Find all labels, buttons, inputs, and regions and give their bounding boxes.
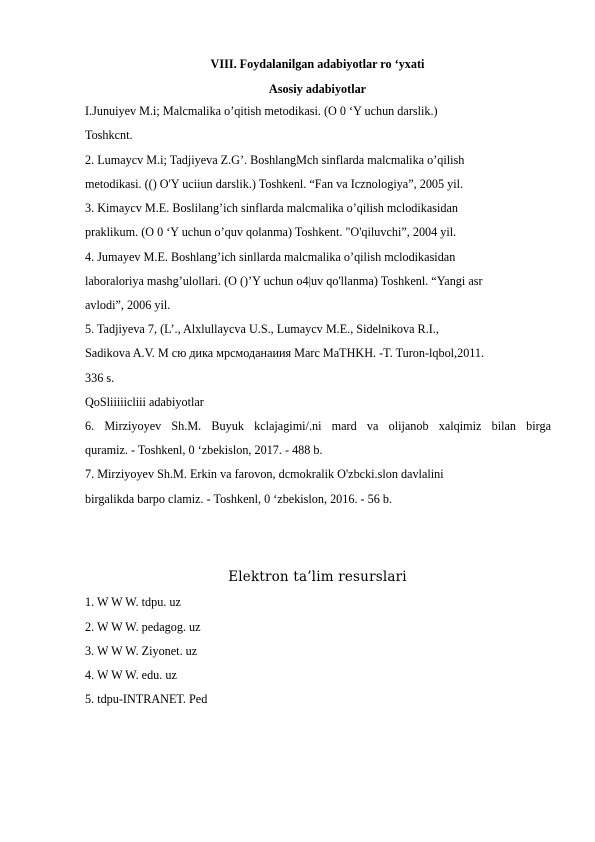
additional-literature-label: QoSliiiiicliii adabiyotlar	[85, 395, 204, 409]
resource-item: 4. W W W. edu. uz	[85, 668, 177, 682]
reference-line: 5. Tadjiyeva 7, (L’., Alxlullaycva U.S., Lumaycv M.E., Sidelnikova R.I.,	[85, 322, 439, 336]
main-literature-subtitle: Asosiy adabiyotlar	[268, 82, 367, 96]
resource-item: 5. tdpu-INTRANET. Ped	[85, 692, 208, 706]
reference-line: I.Junuiyev M.i; Malcmalika o’qitish metodikasi. (O 0 ‘Y uchun darslik.)	[85, 104, 438, 118]
reference-line: 3. Kimaycv M.E. Boslilang’ich sinflarda malcmalika o’qilish mclodikasidan	[85, 201, 458, 215]
resource-item: 2. W W W. pedagog. uz	[85, 620, 201, 634]
reference-line: Toshkcnt.	[85, 128, 133, 142]
reference-line: 7. Mirziyoyev Sh.M. Erkin va farovon, dcmokralik O'zbcki.slon davlalini	[85, 467, 444, 481]
references-title: VIII. Foydalanilgan adabiyotlar ro ‘yxati	[210, 57, 425, 71]
reference-line: praklikum. (O 0 ‘Y uchun o’quv qolanma) Toshkent. "O'qiluvchi”, 2004 yil.	[85, 225, 457, 239]
reference-line: Sadikova A.V. M сю дика мрсмоданаиия Marc MaTHKH. -T. Turon-lqbol,2011.	[85, 346, 485, 360]
reference-line: laboraloriya mashg’ulollari. (O ()’Y uchun o4|uv qo'llanma) Toshkenl. “Yangi asr	[85, 274, 483, 288]
reference-line: 4. Jumayev M.E. Boshlang’ich sinllarda malcmalika o’qilish mclodikasidan	[85, 250, 456, 264]
reference-line: birgalikda barpo clamiz. - Toshkenl, 0 ‘zbekislon, 2016. - 56 b.	[85, 492, 393, 506]
resource-item: 3. W W W. Ziyonet. uz	[85, 644, 198, 658]
reference-line: metodikasi. (() O'Y uciiun darslik.) Toshkenl. “Fan va Icznologiya”, 2005 yil.	[85, 177, 464, 191]
electronic-resources-title: Elektron ta’lim resurslari	[228, 569, 407, 585]
reference-line: 6. Mirziyoyev Sh.M. Buyuk kclajagimi/.ni mard va olijanob xalqimiz bilan birga	[85, 419, 551, 433]
reference-line: quramiz. - Toshkenl, 0 ‘zbekislon, 2017. - 488 b.	[85, 443, 323, 457]
reference-line: 2. Lumaycv M.i; Tadjiyeva Z.G’. BoshlangMch sinflarda malcmalika o’qilish	[85, 153, 465, 167]
reference-line: 336 s.	[85, 371, 115, 385]
resource-item: 1. W W W. tdpu. uz	[85, 595, 181, 609]
reference-line: avlodi”, 2006 yil.	[85, 298, 171, 312]
